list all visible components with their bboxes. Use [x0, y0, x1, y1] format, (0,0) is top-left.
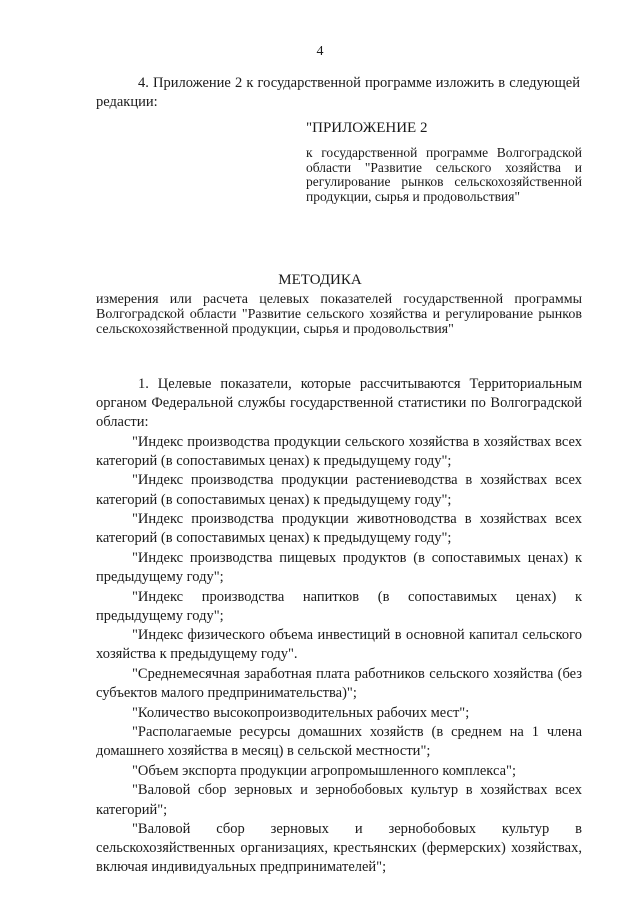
list-paragraph: "Индекс производства напитков (в сопоставимых ценах) к предыдущему году"; [96, 588, 582, 624]
list-paragraph: "Валовой сбор зерновых и зернобобовых культур в хозяйствах всех категорий"; [96, 782, 582, 818]
appendix-title: "ПРИЛОЖЕНИЕ 2 [306, 120, 428, 136]
indicator-list [96, 375, 582, 878]
list-paragraph: 1. Целевые показатели, которые рассчитываются Территориальным органом Федеральной службы государственной статистики по Волгоградской области: [96, 376, 582, 431]
list-paragraph: "Индекс физического объема инвестиций в основной капитал сельского хозяйства к предыдущему году". [96, 627, 582, 663]
list-paragraph: "Индекс производства продукции растениеводства в хозяйствах всех категорий (в сопоставимых ценах) к предыдущему году"; [96, 472, 582, 508]
list-paragraph: "Располагаемые ресурсы домашних хозяйств (в среднем на 1 члена домашнего хозяйства в месяц) в сельской местности"; [96, 724, 582, 760]
list-paragraph: "Индекс производства продукции животноводства в хозяйствах всех категорий (в сопоставимых ценах) к предыдущему году"; [96, 511, 582, 547]
appendix-subtitle: к государственной программе Волгоградской области "Развитие сельского хозяйства и регулирование рынков сельскохозяйственной продукции, сырья и продовольствия" [306, 145, 582, 204]
list-paragraph: "Объем экспорта продукции агропромышленного комплекса"; [132, 762, 516, 779]
methodology-subtitle: измерения или расчета целевых показателей государственной программы Волгоградской области "Развитие сельского хозяйства и регулирование рынков сельскохозяйственной продукции, сырья и продовольствия" [96, 292, 582, 337]
list-paragraph: "Индекс производства пищевых продуктов (в сопоставимых ценах) к предыдущему году"; [96, 549, 582, 585]
list-paragraph: "Среднемесячная заработная плата работников сельского хозяйства (без субъектов малого предпринимательства)"; [96, 665, 582, 701]
list-paragraph: "Индекс производства продукции сельского хозяйства в хозяйствах всех категорий (в сопоставимых ценах) к предыдущему году"; [96, 433, 582, 469]
methodology-title: МЕТОДИКА [278, 272, 362, 288]
list-paragraph: "Количество высокопроизводительных рабочих мест"; [132, 704, 470, 721]
list-paragraph: "Валовой сбор зерновых и зернобобовых культур в сельскохозяйственных организациях, крестьянских (фермерских) хозяйствах, включая индивидуальных предпринимателей"; [96, 821, 582, 876]
page-number: 4 [316, 44, 324, 59]
intro-text: 4. Приложение 2 к государственной программе изложить в следующей редакции: [96, 75, 580, 110]
intro-paragraph [96, 74, 580, 112]
